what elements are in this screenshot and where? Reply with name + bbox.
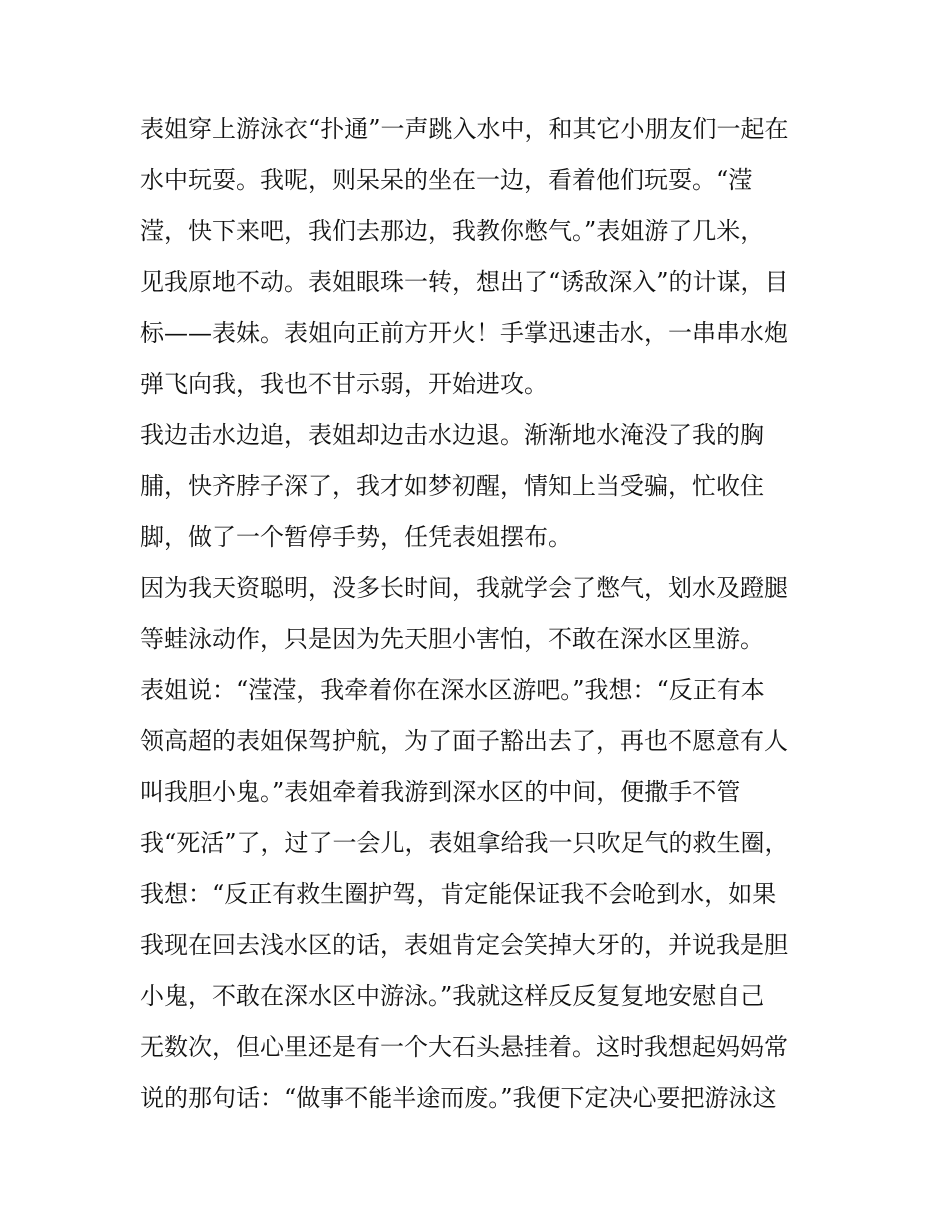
text-line: 说的那句话：“做事不能半途而废。”我便下定决心要把游泳这 — [140, 1084, 777, 1112]
text-line: 弹飞向我，我也不甘示弱，开始进攻。 — [140, 370, 548, 398]
text-line: 我“死活”了，过了一会儿，表姐拿给我一只吹足气的救生圈， — [140, 829, 789, 857]
text-line: 见我原地不动。表姐眼珠一转，想出了“诱敌深入”的计谋，目 — [140, 268, 789, 296]
body-text — [140, 104, 830, 1124]
text-line: 我边击水边追，表姐却边击水边退。渐渐地水淹没了我的胸 — [140, 421, 764, 449]
text-line: 等蛙泳动作，只是因为先天胆小害怕，不敢在深水区里游。 — [140, 625, 764, 653]
text-line: 我想：“反正有救生圈护驾，肯定能保证我不会呛到水，如果 — [140, 880, 777, 908]
text-line: 脯，快齐脖子深了，我才如梦初醒，情知上当受骗，忙收住 — [140, 472, 764, 500]
text-line: 标——表妹。表姐向正前方开火！手掌迅速击水，一串串水炮 — [140, 319, 788, 347]
text-line: 表姐穿上游泳衣“扑通”一声跳入水中，和其它小朋友们一起在 — [140, 115, 789, 143]
text-line: 脚，做了一个暂停手势，任凭表姐摆布。 — [140, 523, 572, 551]
text-line: 水中玩耍。我呢，则呆呆的坐在一边，看着他们玩耍。“滢 — [140, 166, 753, 194]
text-line: 滢，快下来吧，我们去那边，我教你憋气。”表姐游了几米， — [140, 217, 765, 245]
text-line: 叫我胆小鬼。”表姐牵着我游到深水区的中间，便撒手不管 — [140, 778, 741, 806]
text-line: 表姐说：“滢滢，我牵着你在深水区游吧。”我想：“反正有本 — [140, 676, 765, 704]
text-line: 无数次，但心里还是有一个大石头悬挂着。这时我想起妈妈常 — [140, 1033, 788, 1061]
text-line: 我现在回去浅水区的话，表姐肯定会笑掉大牙的，并说我是胆 — [140, 931, 788, 959]
text-line: 因为我天资聪明，没多长时间，我就学会了憋气，划水及蹬腿 — [140, 574, 788, 602]
text-line: 领高超的表姐保驾护航，为了面子豁出去了，再也不愿意有人 — [140, 727, 788, 755]
text-line: 小鬼，不敢在深水区中游泳。”我就这样反反复复地安慰自己 — [140, 982, 765, 1010]
